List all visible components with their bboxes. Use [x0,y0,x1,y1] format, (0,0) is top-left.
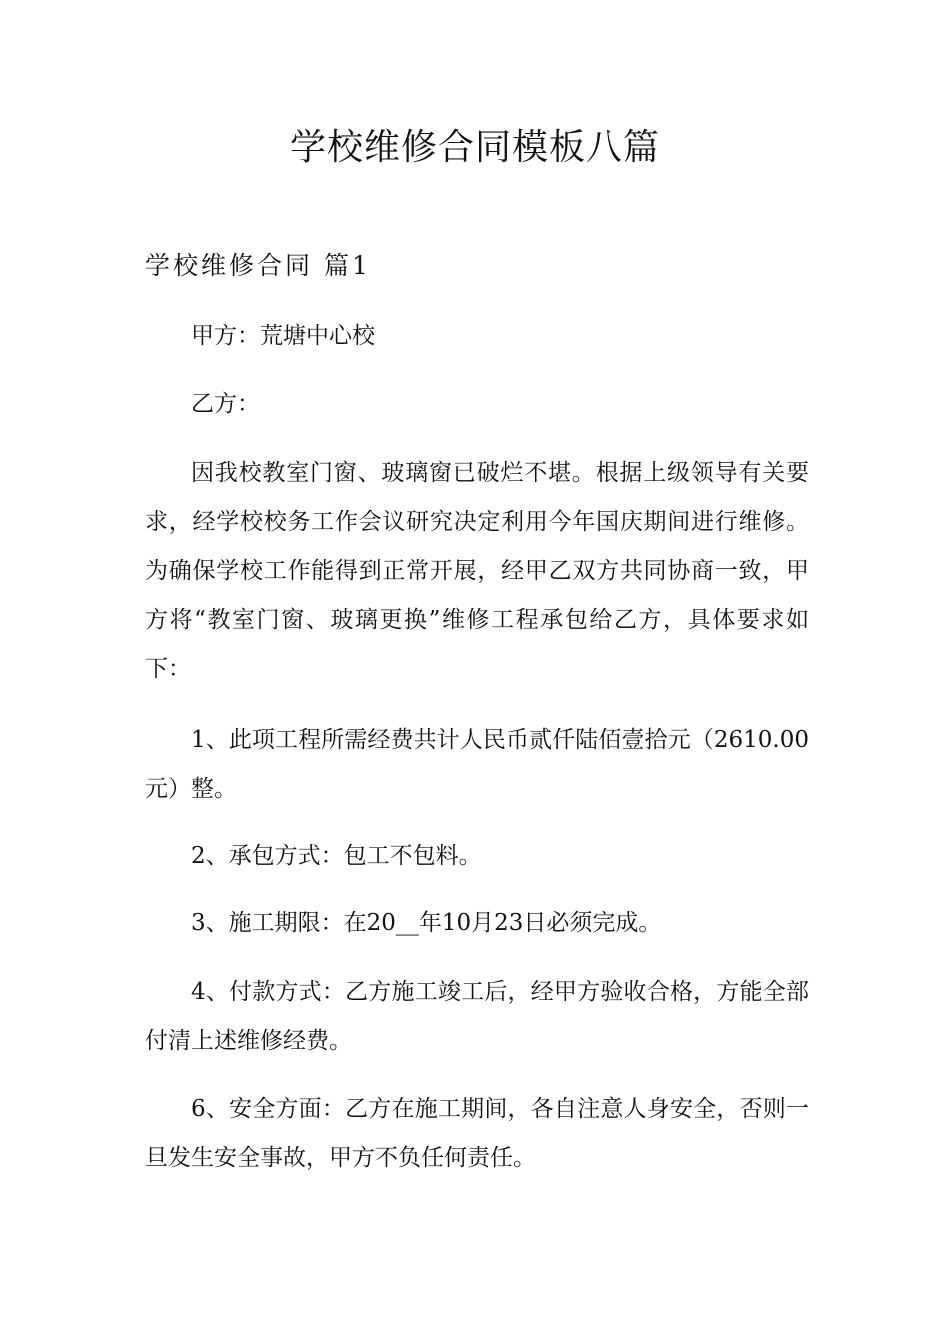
document-title: 学校维修合同模板八篇 [289,127,660,168]
clause-3: 3、施工期限：在20__年10月23日必须完成。 [191,910,662,936]
party-b-line: 乙方： [191,391,260,417]
clause-4: 4、付款方式：乙方施工竣工后，经甲方验收合格，方能全部付清上述维修经费。 [145,979,809,1054]
party-a-line: 甲方：荒塘中心校 [191,323,375,349]
intro-paragraph: 因我校教室门窗、玻璃窗已破烂不堪。根据上级领导有关要求，经学校校务工作会议研究决定利用今年国庆期间进行维修。为确保学校工作能得到正常开展，经甲乙双方共同协商一致，甲方将“教室门窗、玻璃更换”维修工程承包给乙方，具体要求如下： [145,460,809,682]
section-heading: 学校维修合同 篇1 [145,251,371,280]
clause-6: 6、安全方面：乙方在施工期间，各自注意人身安全，否则一旦发生安全事故，甲方不负任何责任。 [145,1096,809,1171]
clause-1: 1、此项工程所需经费共计人民币贰仟陆佰壹拾元（2610.00元）整。 [145,727,809,802]
clause-2: 2、承包方式：包工不包料。 [191,843,482,869]
